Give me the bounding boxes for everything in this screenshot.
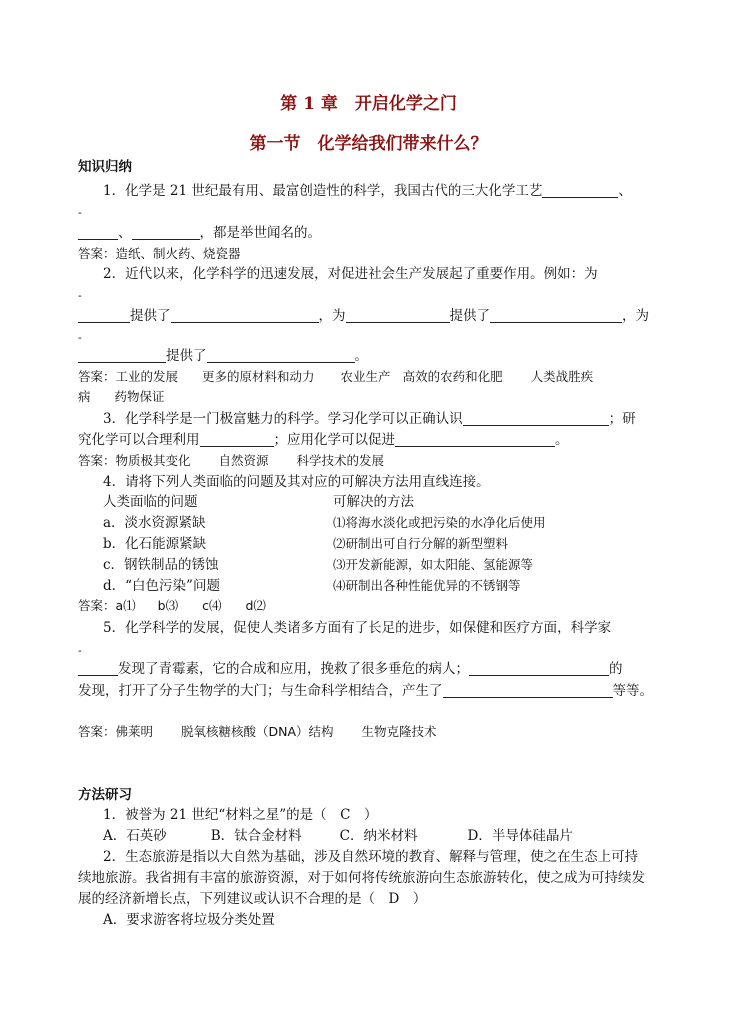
q5-text: 的 xyxy=(609,661,623,677)
q4-solution-2: ⑵研制出可自行分解的新型塑料 xyxy=(333,536,509,551)
answer-item: b⑶ xyxy=(157,598,179,613)
blank[interactable] xyxy=(395,432,555,447)
blank[interactable] xyxy=(78,348,166,363)
answer-5 xyxy=(78,723,437,741)
answer-label: 答案： xyxy=(78,369,116,384)
method-question-1: 1．被誉为 21 世纪“材料之星”的是（ C ） xyxy=(103,807,378,823)
q4-header-problems: 人类面临的问题 xyxy=(103,494,198,510)
answer-item: 脱氧核糖核酸（DNA）结构 xyxy=(181,724,334,739)
answer-item: 生物克隆技术 xyxy=(361,724,437,739)
q4-header-solutions: 可解决的方法 xyxy=(333,494,414,510)
method-question-1-options xyxy=(103,827,573,845)
blank[interactable] xyxy=(132,225,200,240)
option-a: A．石英砂 xyxy=(103,828,167,844)
answer-item: 病 xyxy=(78,389,91,404)
question-5-line-2 xyxy=(78,660,623,678)
line-marker: - xyxy=(78,206,82,219)
question-3-line-1 xyxy=(103,410,636,428)
chapter-title: 第 1 章 开启化学之门 xyxy=(280,94,457,114)
q2-text: ，为 xyxy=(318,308,346,324)
method-question-2-line-1: 2．生态旅游是指以大自然为基础，涉及自然环境的教育、解释与管理，使之在生态上可持 xyxy=(103,849,639,865)
q2-text: 提供了 xyxy=(166,348,207,364)
answer-item: 人类战胜疾 xyxy=(530,369,594,384)
answer-item: 答案：佛莱明 xyxy=(78,724,154,739)
blank[interactable] xyxy=(542,183,618,198)
line-marker: - xyxy=(78,644,82,657)
q5-text: 等等。 xyxy=(612,683,653,699)
q2-text: ，为 xyxy=(622,308,649,324)
answer-item: 自然资源 xyxy=(218,453,269,468)
blank[interactable] xyxy=(78,225,118,240)
answer-4 xyxy=(78,597,266,615)
method-question-2-line-3: 展的经济新增长点，下列建议或认识不合理的是（ D ） xyxy=(78,891,427,907)
option-b: B．钛合金材料 xyxy=(210,828,302,844)
blank[interactable] xyxy=(490,308,622,323)
question-5-line-1: 5．化学科学的发展，促使人类诸多方面有了长足的进步，如保健和医疗方面，科学家 xyxy=(103,620,612,636)
q1-ending: ，都是举世闻名的。 xyxy=(199,225,321,241)
answer-3 xyxy=(78,452,384,470)
q3-text: 究化学可以合理利用 xyxy=(78,432,200,448)
line-marker: - xyxy=(78,289,82,302)
q5-text: 发现了青霉素，它的合成和应用，挽救了很多垂危的病人； xyxy=(118,661,469,677)
blank[interactable] xyxy=(171,308,319,323)
option-c: C．纳米材料 xyxy=(339,828,418,844)
line-marker: - xyxy=(78,331,82,344)
blank[interactable] xyxy=(200,432,274,447)
answer-1: 答案：造纸、制火药、烧瓷器 xyxy=(78,246,241,261)
q4-solution-4: ⑷研制出各种性能优异的不锈钢等 xyxy=(333,578,521,593)
q4-solution-3: ⑶开发新能源，如太阳能、氢能源等 xyxy=(333,557,534,572)
q2-text: 。 xyxy=(354,348,368,364)
answer-item: 工业的发展 xyxy=(115,369,179,384)
q4-problem-a: a．淡水资源紧缺 xyxy=(103,515,206,531)
answer-item: 农业生产 xyxy=(340,369,391,384)
methods-heading: 方法研习 xyxy=(78,787,132,803)
answer-item: 高效的农药和化肥 xyxy=(402,369,503,384)
answer-item: 答案：物质极其变化 xyxy=(78,453,191,468)
knowledge-heading: 知识归纳 xyxy=(78,159,132,175)
q4-problem-b: b．化石能源紧缺 xyxy=(103,536,207,552)
question-2-line-2 xyxy=(78,307,649,325)
q2-text: 提供了 xyxy=(130,308,171,324)
blank[interactable] xyxy=(78,661,118,676)
blank[interactable] xyxy=(207,348,355,363)
answer-item: d⑵ xyxy=(245,598,266,613)
blank[interactable] xyxy=(346,308,450,323)
question-3-line-2 xyxy=(78,431,569,449)
q4-problem-d: d．“白色污染”问题 xyxy=(103,578,220,594)
q3-text: ；研 xyxy=(608,411,636,427)
answer-item: 药物保证 xyxy=(114,389,165,404)
q3-text: 3．化学科学是一门极富魅力的科学。学习化学可以正确认识 xyxy=(103,411,463,427)
q3-text: 。 xyxy=(555,432,569,448)
answer-item: 科学技术的发展 xyxy=(296,453,385,468)
answer-item: 答案：a⑴ xyxy=(78,598,136,613)
question-1-line-2 xyxy=(78,224,321,242)
answer-item: c⑷ xyxy=(202,598,222,613)
q5-text: 发现，打开了分子生物学的大门；与生命科学相结合，产生了 xyxy=(78,683,443,699)
blank[interactable] xyxy=(443,683,613,698)
q4-solution-1: ⑴将海水淡化或把污染的水净化后使用 xyxy=(333,515,546,530)
q2-text: 提供了 xyxy=(449,308,490,324)
method-question-2-option-a: A．要求游客将垃圾分类处置 xyxy=(103,912,275,928)
question-4: 4．请将下列人类面临的问题及其对应的可解决方法用直线连接。 xyxy=(103,474,490,490)
answer-2-continued xyxy=(78,388,165,406)
q4-problem-c: c．钢铁制品的锈蚀 xyxy=(103,557,219,573)
q3-text: ；应用化学可以促进 xyxy=(273,432,395,448)
answer-item: 更多的原材料和动力 xyxy=(202,369,315,384)
question-5-line-3 xyxy=(78,682,653,700)
answer-2 xyxy=(78,368,593,386)
question-1-line-1 xyxy=(103,182,632,200)
section-title: 第一节 化学给我们带来什么？ xyxy=(249,134,488,154)
q1-text: 1．化学是 21 世纪最有用、最富创造性的科学，我国古代的三大化学工艺 xyxy=(103,183,543,199)
blank[interactable] xyxy=(469,661,609,676)
method-question-2-line-2: 续地旅游。我省拥有丰富的旅游资源，对于如何将传统旅游向生态旅游转化，使之成为可持续发 xyxy=(78,870,645,886)
option-d: D．半导体硅晶片 xyxy=(467,828,573,844)
question-2-line-1: 2．近代以来，化学科学的迅速发展，对促进社会生产发展起了重要作用。例如：为 xyxy=(103,266,598,282)
q1-separator: 、 xyxy=(118,225,132,241)
blank[interactable] xyxy=(78,308,130,323)
blank[interactable] xyxy=(463,411,609,426)
q1-separator: 、 xyxy=(618,183,632,199)
question-2-line-3 xyxy=(78,347,368,365)
